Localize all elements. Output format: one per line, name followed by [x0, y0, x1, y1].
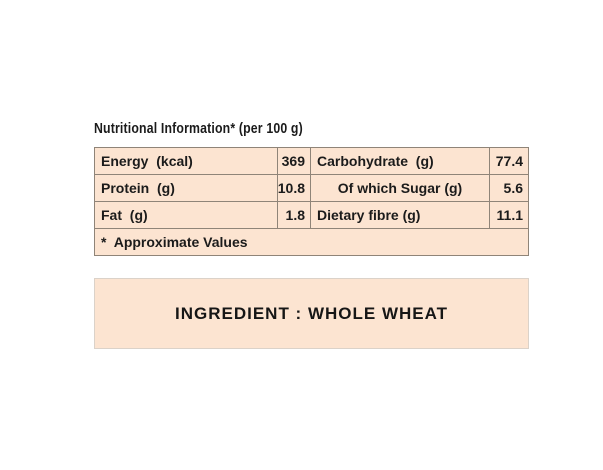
ingredient-label: INGREDIENT : WHOLE WHEAT [175, 303, 448, 323]
fibre-label-cell: Dietary fibre (g) [311, 202, 489, 228]
sugar-value-cell: 5.6 [490, 175, 528, 201]
energy-value-cell: 369 [278, 148, 310, 174]
sugar-label-cell: Of which Sugar (g) [311, 175, 489, 201]
energy-label-cell: Energy (kcal) [95, 148, 277, 174]
protein-value-cell: 10.8 [278, 175, 310, 201]
approximate-values-footnote: * Approximate Values [95, 229, 528, 255]
fat-value-cell: 1.8 [278, 202, 310, 228]
protein-label-cell: Protein (g) [95, 175, 277, 201]
ingredient-box [94, 278, 529, 349]
fat-label-cell: Fat (g) [95, 202, 277, 228]
nutrition-title: Nutritional Information* (per 100 g) [94, 120, 303, 137]
carbohydrate-value-cell: 77.4 [490, 148, 528, 174]
carbohydrate-label-cell: Carbohydrate (g) [311, 148, 489, 174]
nutrition-table [94, 147, 529, 256]
fibre-value-cell: 11.1 [490, 202, 528, 228]
